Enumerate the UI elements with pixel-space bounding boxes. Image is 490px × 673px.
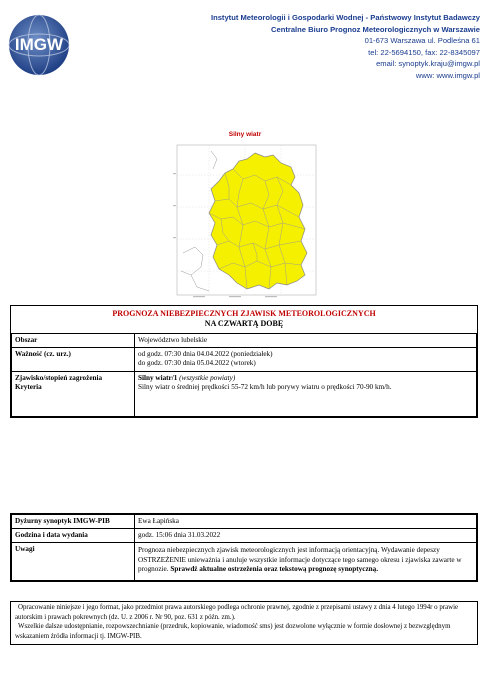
- phenomenon-label-1: Zjawisko/stopień zagrożenia: [15, 373, 103, 382]
- phenomenon-label-2: Kryteria: [15, 382, 42, 391]
- time-value: godz. 15:06 dnia 31.03.2022: [135, 529, 477, 543]
- institute-info: [211, 12, 480, 82]
- warning-map: [173, 143, 320, 303]
- forecast-title-line1: PROGNOZA NIEBEZPIECZNYCH ZJAWISK METEOROLOGICZNYCH: [112, 309, 376, 318]
- website[interactable]: www: www.imgw.pl: [415, 70, 480, 80]
- forecast-title: [11, 306, 477, 333]
- validity-from: od godz. 07:30 dnia 04.04.2022 (poniedziałek): [138, 350, 273, 359]
- forecast-title-line2: NA CZWARTĄ DOBĘ: [204, 319, 284, 328]
- phenomenon-label: [12, 371, 135, 416]
- criteria-value: Silny wiatr o średniej prędkości 55-72 km/h lub porywy wiatru o prędkości 70-90 km/h.: [138, 382, 392, 391]
- remarks-row: [12, 543, 477, 581]
- validity-row: [12, 348, 477, 371]
- phenomenon-scope: (wszystkie powiaty): [179, 373, 236, 382]
- validity-to: do godz. 07:30 dnia 05.04.2022 (wtorek): [138, 359, 256, 368]
- address: 01-673 Warszawa ul. Podleśna 61: [364, 36, 480, 46]
- copyright-footer: [10, 601, 478, 645]
- area-value: Województwo lubelskie: [135, 334, 477, 348]
- duty-row: [12, 515, 477, 529]
- office-name: Centralne Biuro Prognoz Meteorologicznych w Warszawie: [271, 24, 480, 34]
- validity-value: [135, 348, 477, 371]
- phenomenon-name: Silny wiatr/1: [138, 373, 178, 382]
- email[interactable]: email: synoptyk.kraju@imgw.pl: [376, 59, 480, 69]
- forecast-table: [10, 305, 478, 418]
- institute-name: Instytut Meteorologii i Gospodarki Wodnej - Państwowy Instytut Badawczy: [210, 13, 480, 22]
- phenomenon-row: [12, 371, 477, 416]
- remarks-bold: Sprawdź aktualne ostrzeżenia oraz tekstową prognozę synoptyczną.: [170, 564, 379, 573]
- distribution-notice: Wszelkie dalsze udostępnianie, rozpowszechnianie (przedruk, kopiowanie, wiadomość sms) jest dozwolone wyłącznie w formie dosłownej z bezwzględnym wskazaniem źródła informacji tj. IMGW-PIB.: [15, 623, 451, 640]
- remarks-text: Prognoza niebezpiecznych zjawisk meteorologicznych jest informacją orientacyjną. Wydawanie depeszy OSTRZEŻENIE unieważnia i anuluje wszystkie informacje dotyczące tego samego okresu i zjawiska zawarte w prognozie.: [138, 546, 462, 573]
- remarks-label: Uwagi: [12, 543, 135, 581]
- phenomenon-value: [135, 371, 477, 416]
- phone-fax: tel: 22-5694150, fax: 22-8345097: [368, 47, 480, 57]
- time-row: [12, 529, 477, 543]
- imgw-logo: [8, 14, 70, 76]
- duty-label: Dyżurny synoptyk IMGW-PIB: [12, 515, 135, 529]
- map-title: Silny wiatr: [228, 131, 262, 138]
- logo-text: IMGW: [14, 35, 64, 54]
- duty-value: Ewa Łapińska: [135, 515, 477, 529]
- area-label: Obszar: [12, 334, 135, 348]
- copyright-notice: Opracowanie niniejsze i jego format, jako przedmiot prawa autorskiego podlega ochronie prawnej, zgodnie z przepisami ustawy z dnia 4 lutego 1994r o prawie autorskim i prawach pokrewnych (dz. U. z 2006 r. Nr 90, poz. 631 z późn. zm.).: [15, 604, 459, 621]
- remarks-value: [135, 543, 477, 581]
- validity-label: Ważność (cz. urz.): [12, 348, 135, 371]
- area-row: [12, 334, 477, 348]
- time-label: Godzina i data wydania: [12, 529, 135, 543]
- issue-table: [10, 513, 478, 582]
